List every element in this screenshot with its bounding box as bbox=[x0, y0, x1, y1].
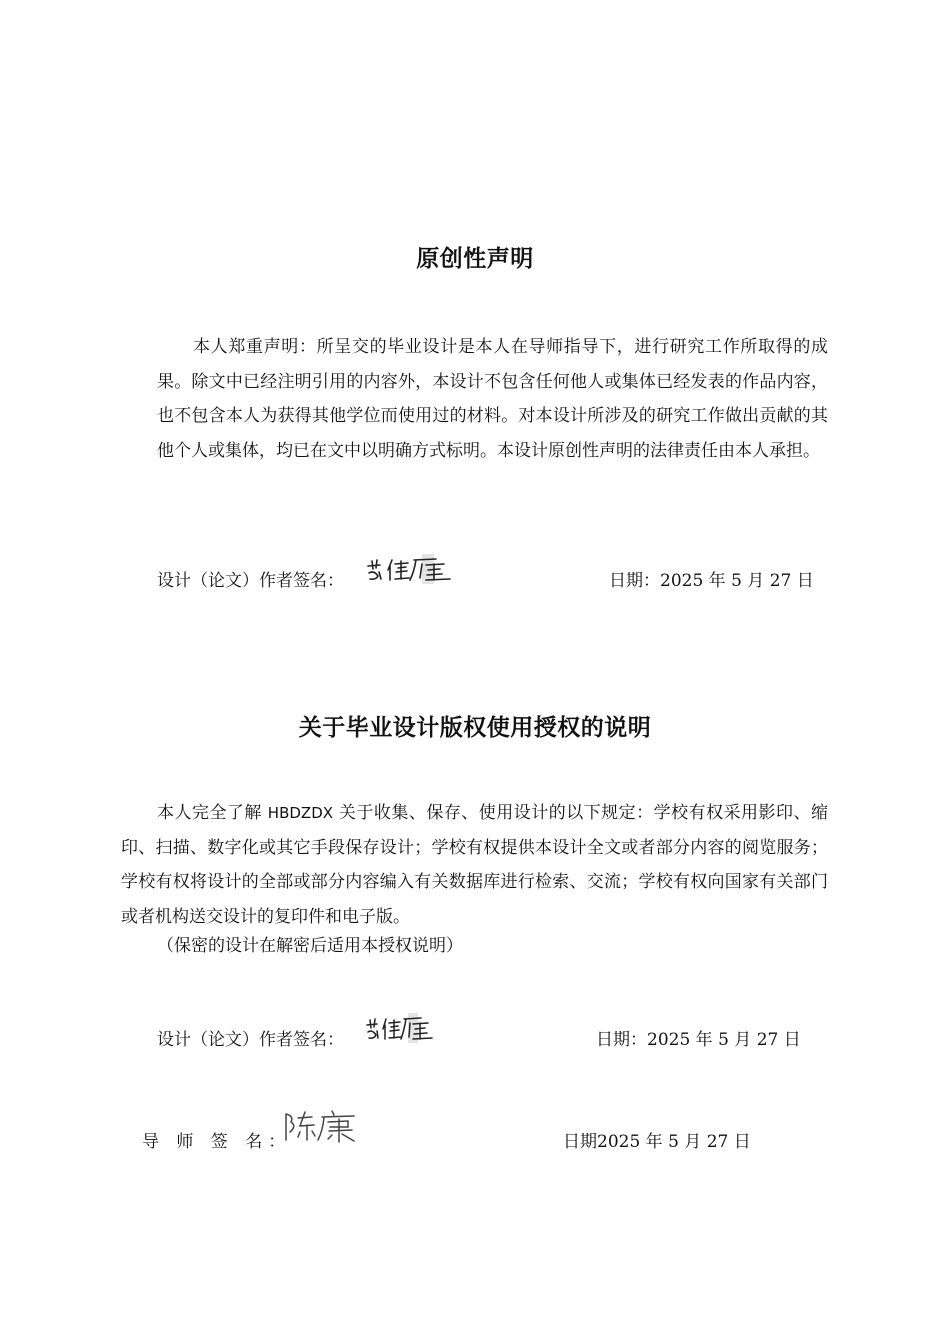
declaration-author-label: 设计（论文）作者签名： bbox=[157, 571, 344, 591]
authorization-author-signature-row bbox=[157, 1025, 344, 1050]
authorization-body bbox=[121, 796, 828, 934]
authorization-title: 关于毕业设计版权使用授权的说明 bbox=[298, 715, 652, 741]
declaration-author-signature-row bbox=[157, 566, 344, 591]
declaration-date-label: 日期： bbox=[609, 571, 660, 591]
authorization-body-org: HBDZDX bbox=[267, 804, 334, 822]
advisor-date-row bbox=[563, 1127, 751, 1152]
authorization-body-prefix: 本人完全了解 bbox=[157, 803, 268, 823]
declaration-title: 原创性声明 bbox=[416, 246, 534, 272]
advisor-date-label: 日期 bbox=[563, 1132, 597, 1152]
authorization-author-label: 设计（论文）作者签名： bbox=[157, 1030, 344, 1050]
advisor-label: 导 师 签 名： bbox=[142, 1132, 292, 1152]
authorization-date-value: 2025 年 5 月 27 日 bbox=[647, 1030, 801, 1050]
declaration-author-signature-image bbox=[364, 552, 456, 586]
declaration-date-row bbox=[609, 566, 814, 591]
authorization-note: （保密的设计在解密后适用本授权说明） bbox=[157, 936, 463, 956]
advisor-date-value: 2025 年 5 月 27 日 bbox=[597, 1132, 751, 1152]
advisor-signature-row bbox=[142, 1127, 291, 1152]
authorization-body-rest: 关于收集、保存、使用设计的以下规定：学校有权采用影印、缩印、扫描、数字化或其它手段保存设计；学校有权提供本设计全文或者部分内容的阅览服务；学校有权将设计的全部或部分内容编入有关数据库进行检索、交流；学校有权向国家有关部门或者机构送交设计的复印件和电子版。 bbox=[121, 803, 828, 927]
authorization-author-signature-image bbox=[364, 1011, 436, 1045]
advisor-signature-image bbox=[282, 1108, 358, 1144]
authorization-date-row bbox=[596, 1025, 801, 1050]
authorization-date-label: 日期： bbox=[596, 1030, 647, 1050]
declaration-body: 本人郑重声明：所呈交的毕业设计是本人在导师指导下，进行研究工作所取得的成果。除文中已经注明引用的内容外，本设计不包含任何他人或集体已经发表的作品内容，也不包含本人为获得其他学位而使用过的材料。对本设计所涉及的研究工作做出贡献的其他个人或集体，均已在文中以明确方式标明。本设计原创性声明的法律责任由本人承担。 bbox=[157, 337, 828, 461]
declaration-date-value: 2025 年 5 月 27 日 bbox=[660, 571, 814, 591]
